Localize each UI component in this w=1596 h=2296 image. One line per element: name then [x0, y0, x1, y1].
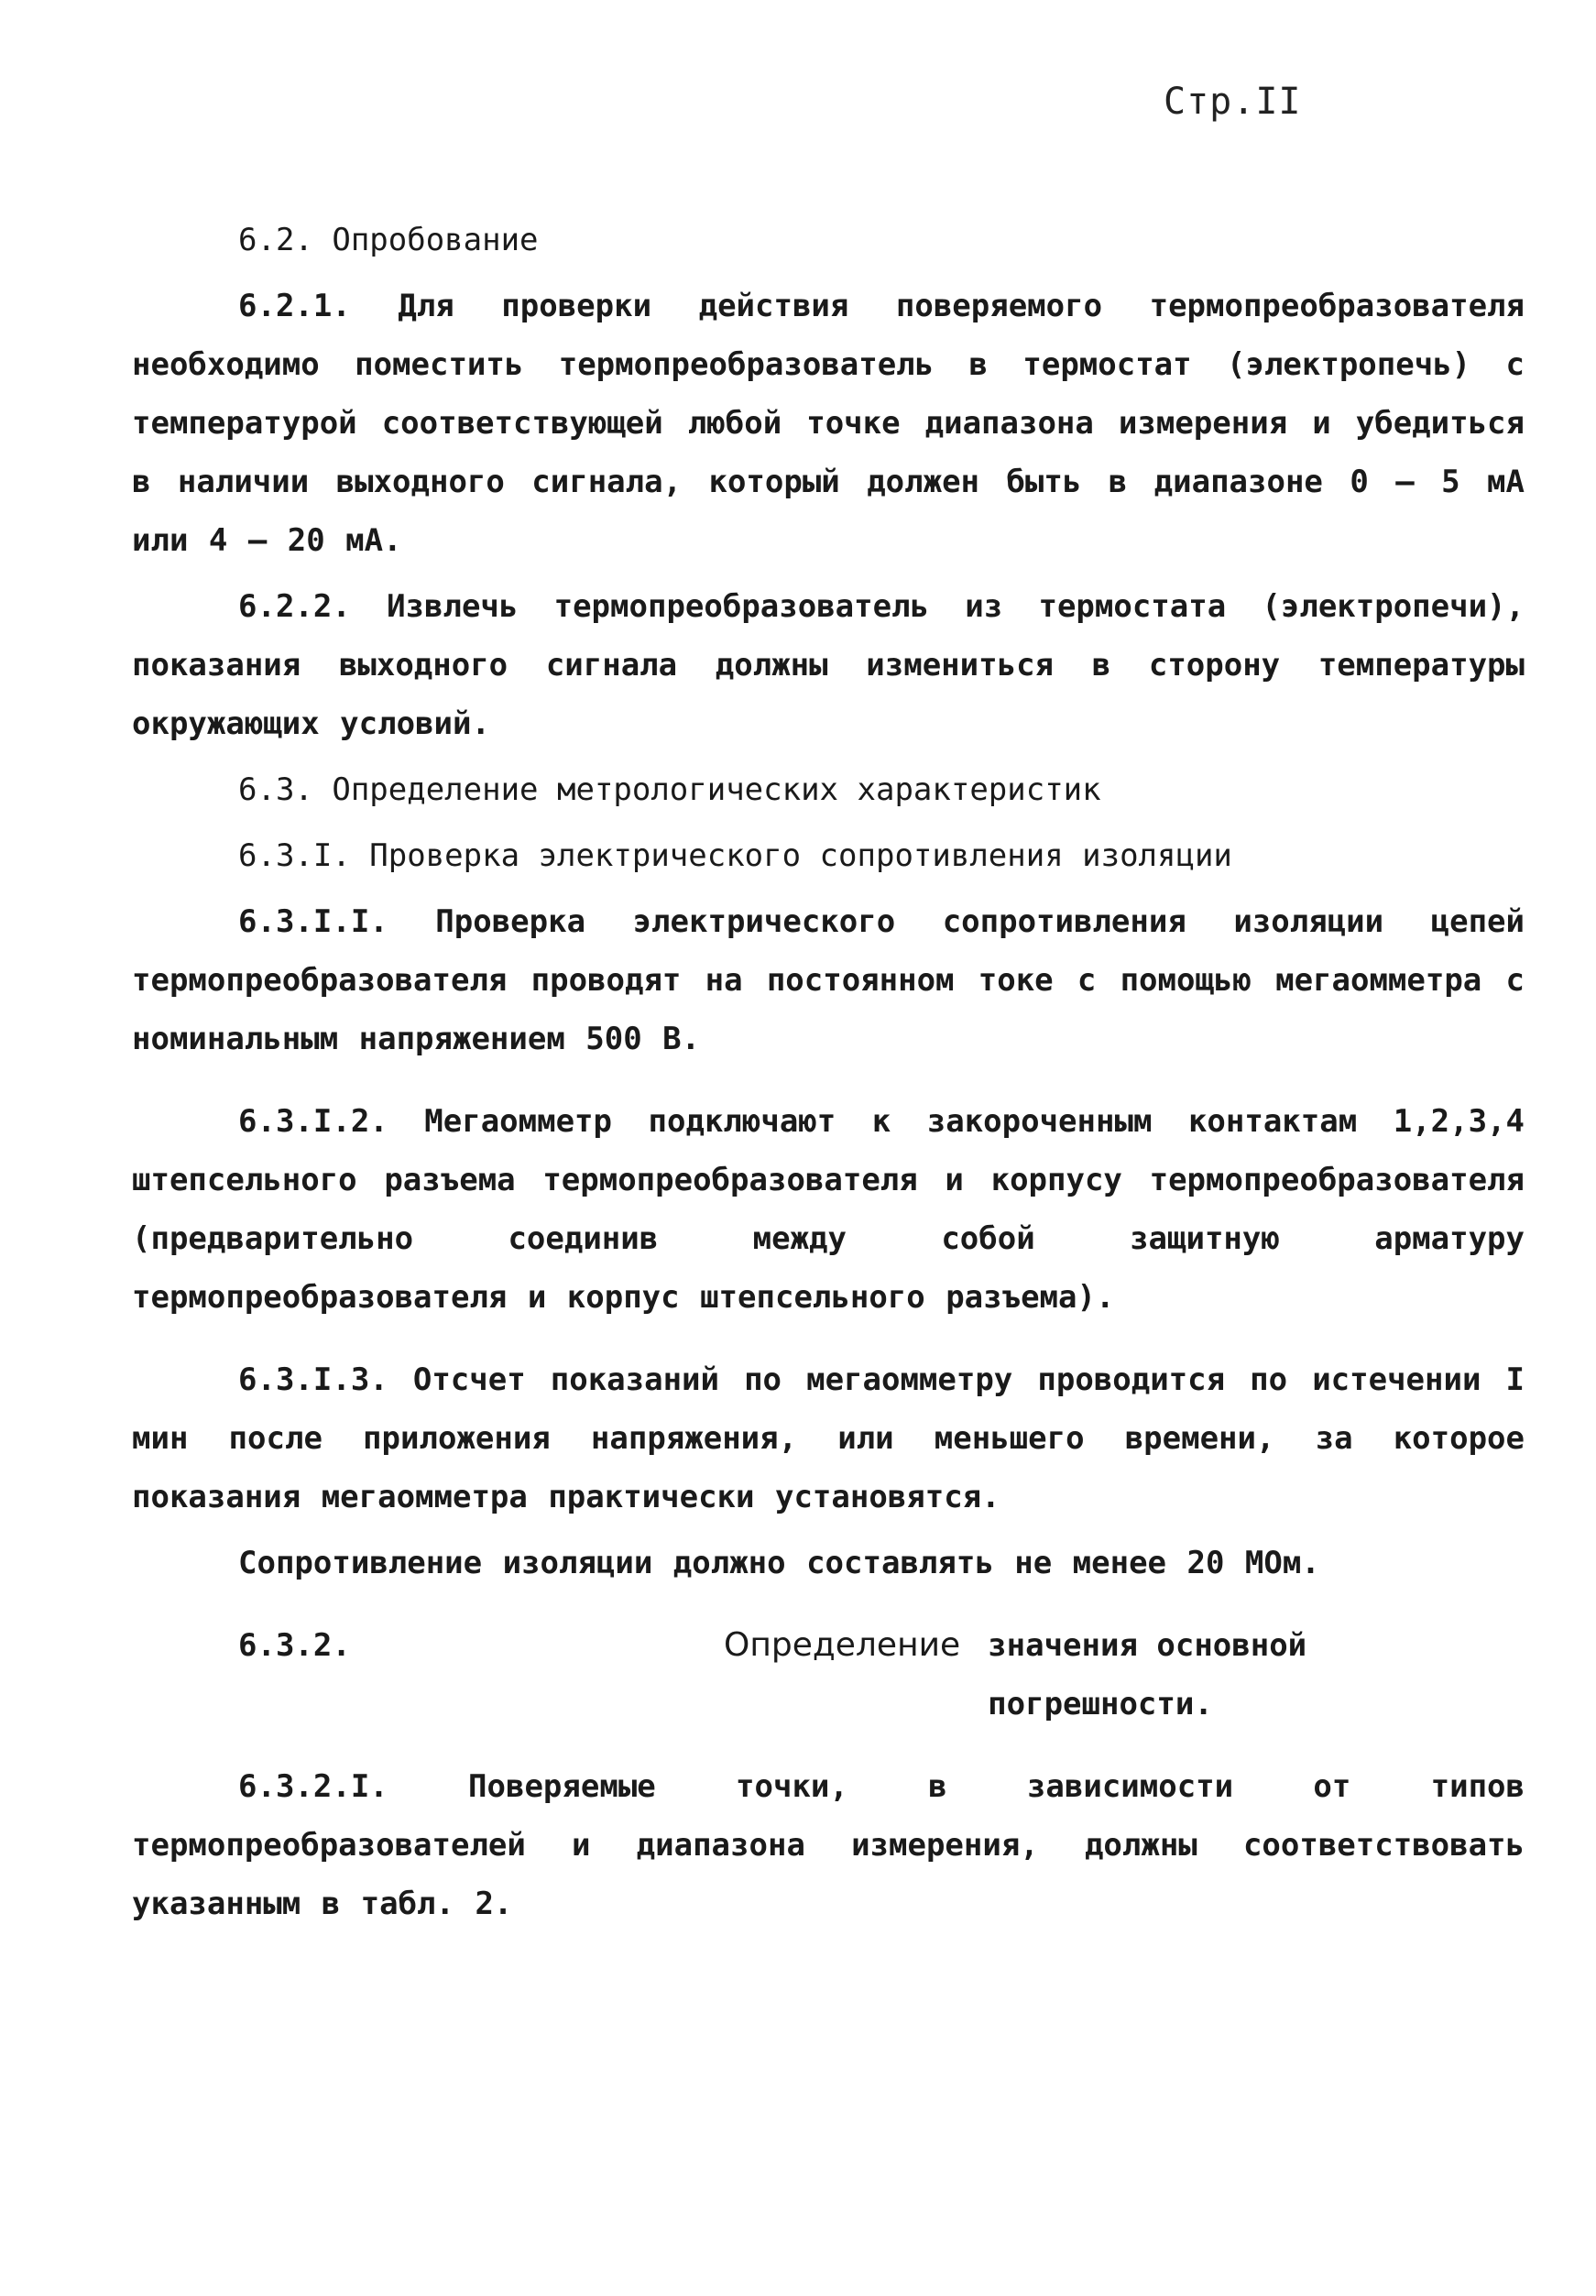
resistance-requirement: Сопротивление изоляции должно составлять не менее 20 МОм. [238, 1545, 1320, 1581]
page-number: Стр.II [1164, 81, 1302, 123]
section-6-2-heading: 6.2. Опробование [238, 222, 539, 258]
section-6-3-2-rest: значения основной погрешности. [988, 1627, 1307, 1722]
paragraph-6-2-2: 6.2.2. Извлечь термопреобразователь из термостата (электропечи), показания выходного сигнала должны измениться в сторону температуры окружающих условий. [132, 588, 1525, 742]
paragraph-6-3-1-3: 6.3.I.3. Отсчет показаний по мегаомметру проводится по истечении I мин после приложения напряжения, или меньшего времени, за которое показания мегаомметра практически установятся. [132, 1361, 1525, 1515]
section-6-3-1-heading: 6.3.I. Проверка электрического сопротивления изоляции [238, 837, 1232, 874]
document-body [132, 211, 1525, 1933]
section-6-3-2-number: 6.3.2. [238, 1627, 351, 1664]
paragraph-6-3-1-2: 6.3.I.2. Мегаомметр подключают к закороченным контактам 1,2,3,4 штепсельного разъема термопреобразователя и корпусу термопреобразователя (предварительно соединив между собой защитную арматуру термопреобразователя и корпус штепсельного разъема). [132, 1103, 1525, 1316]
section-6-3-2-word: Определение [724, 1626, 961, 1664]
paragraph-6-3-1-1: 6.3.I.I. Проверка электрического сопротивления изоляции цепей термопреобразователя проводят на постоянном токе с помощью мегаомметра с номинальным напряжением 500 В. [132, 903, 1525, 1057]
section-6-3-heading: 6.3. Определение метрологических характеристик [238, 771, 1101, 808]
paragraph-6-3-2-1: 6.3.2.I. Поверяемые точки, в зависимости от типов термопреобразователей и диапазона измерения, должны соответствовать указанным в табл. 2. [132, 1768, 1525, 1922]
paragraph-6-2-1: 6.2.1. Для проверки действия поверяемого термопреобразователя необходимо поместить термопреобразователь в термостат (электропечь) с температурой соответствующей любой точке диапазона измерения и убедиться в наличии выходного сигнала, который должен быть в диапазоне 0 – 5 мА или 4 – 20 мА. [132, 288, 1525, 559]
section-6-3-2-heading [132, 1616, 1525, 1733]
